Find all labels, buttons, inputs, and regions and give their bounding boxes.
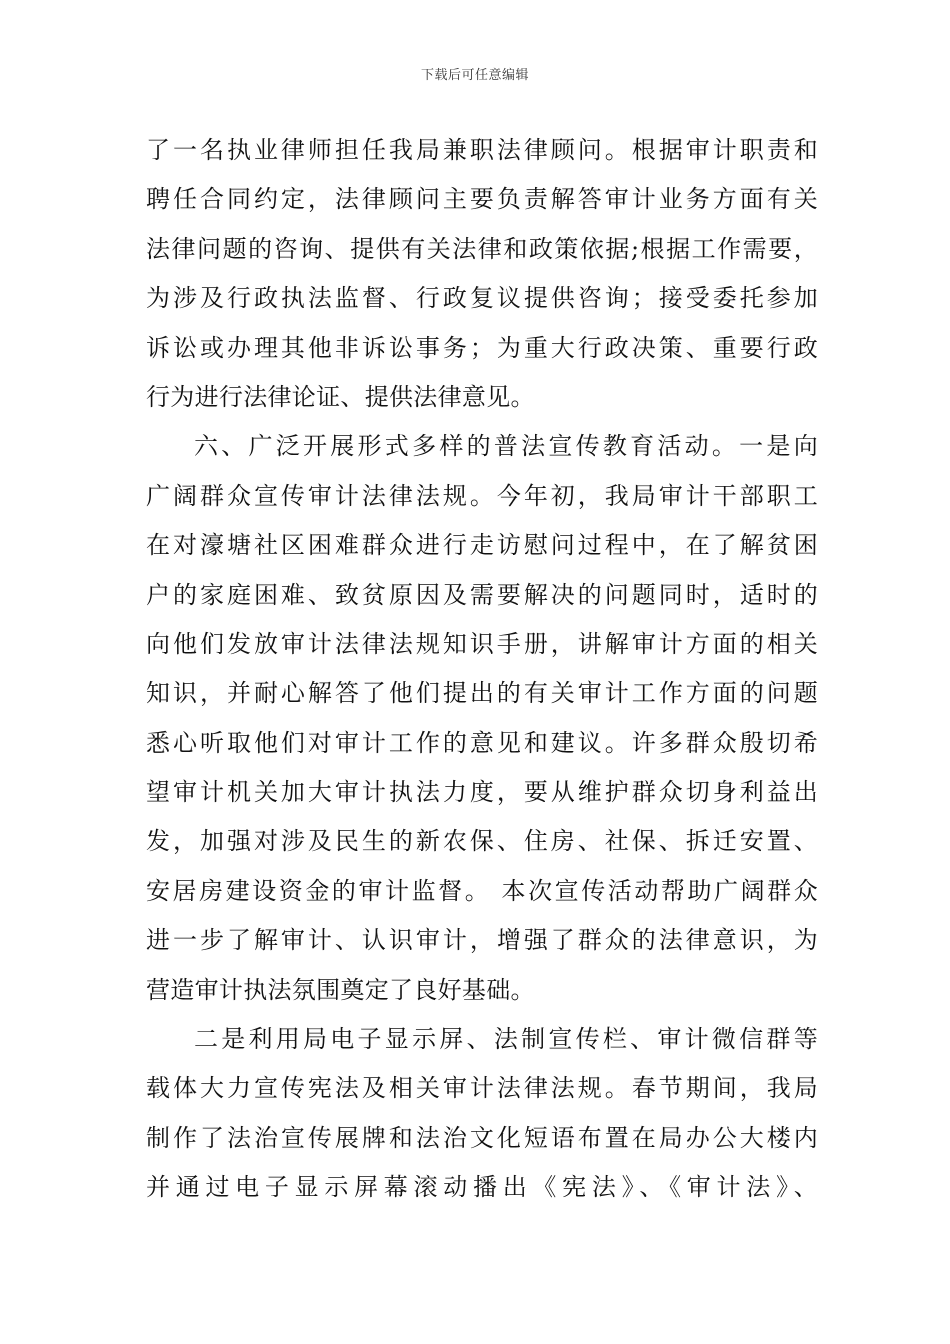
text-line: 行为进行法律论证、提供法律意见。	[146, 382, 535, 411]
text-line: 在对濠塘社区困难群众进行走访慰问过程中，在了解贫困	[146, 531, 818, 560]
text-line: 安居房建设资金的审计监督。 本次宣传活动帮助广阔群众	[146, 876, 818, 905]
text-line: 法律问题的咨询、提供有关法律和政策依据;根据工作需要，	[146, 234, 818, 263]
text-line: 悉心听取他们对审计工作的意见和建议。许多群众殷切希	[146, 728, 818, 757]
text-line: 为涉及行政执法监督、行政复议提供咨询；接受委托参加	[146, 284, 818, 313]
text-line: 望审计机关加大审计执法力度，要从维护群众切身利益出	[146, 778, 818, 807]
text-line: 户的家庭困难、致贫原因及需要解决的问题同时，适时的	[146, 580, 818, 609]
document-body	[146, 126, 818, 1213]
text-line: 进一步了解审计、认识审计，增强了群众的法律意识，为	[146, 926, 818, 955]
page-header: 下载后可任意编辑	[420, 68, 529, 83]
text-line: 向他们发放审计法律法规知识手册，讲解审计方面的相关	[146, 629, 818, 658]
text-line: 六、广泛开展形式多样的普法宣传教育活动。一是向	[194, 432, 818, 461]
text-line: 知识，并耐心解答了他们提出的有关审计工作方面的问题	[146, 679, 818, 708]
text-line: 聘任合同约定，法律顾问主要负责解答审计业务方面有关	[146, 185, 818, 214]
text-line: 营造审计执法氛围奠定了良好基础。	[146, 975, 535, 1004]
paragraph-3	[146, 1015, 818, 1213]
text-line: 制作了法治宣传展牌和法治文化短语布置在局办公大楼内	[146, 1123, 818, 1152]
text-line: 了一名执业律师担任我局兼职法律顾问。根据审计职责和	[146, 136, 818, 164]
text-line: 并通过电子显示屏幕滚动播出《宪法》、《审计法》、	[146, 1173, 818, 1202]
text-line: 载体大力宣传宪法及相关审计法律法规。春节期间，我局	[146, 1074, 818, 1103]
text-line: 广阔群众宣传审计法律法规。今年初，我局审计干部职工	[146, 481, 818, 510]
text-line: 诉讼或办理其他非诉讼事务；为重大行政决策、重要行政	[146, 333, 818, 362]
text-line: 二是利用局电子显示屏、法制宣传栏、审计微信群等	[194, 1025, 818, 1054]
text-line: 发，加强对涉及民生的新农保、住房、社保、拆迁安置、	[146, 827, 818, 856]
paragraph-2	[146, 422, 818, 1015]
paragraph-1	[146, 126, 818, 422]
